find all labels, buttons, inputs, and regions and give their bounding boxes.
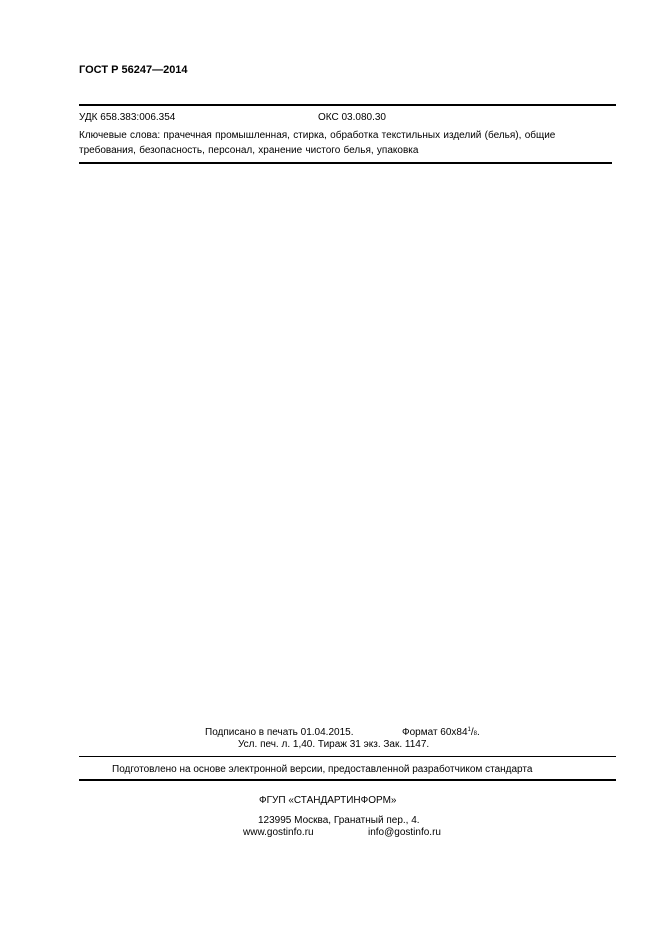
format-prefix: Формат 60х84 [402,727,468,738]
imprint-rule-bottom [79,779,616,781]
oks-code: ОКС 03.080.30 [318,112,386,123]
publisher-name: ФГУП «СТАНДАРТИНФОРМ» [259,795,397,806]
standard-code: ГОСТ Р 56247—2014 [79,64,188,76]
publisher-website[interactable]: www.gostinfo.ru [243,827,314,838]
print-sheets-info: Усл. печ. л. 1,40. Тираж 31 экз. Зак. 1147. [238,739,430,750]
publisher-address: 123995 Москва, Гранатный пер., 4. [258,815,420,826]
keywords-rule [79,162,612,164]
print-format [402,727,480,738]
keywords-line-1: Ключевые слова: прачечная промышленная, стирка, обработка текстильных изделий (белья), общие [79,130,556,141]
format-denominator: 8 [473,731,478,737]
udk-code: УДК 658.383:006.354 [79,112,176,123]
publisher-email[interactable]: info@gostinfo.ru [368,827,441,838]
prepared-note: Подготовлено на основе электронной версии, предоставленной разработчиком стандарта [112,764,533,775]
format-slash: / [470,727,474,738]
imprint-rule-top [79,756,616,757]
signed-date: Подписано в печать 01.04.2015. [205,727,354,738]
format-suffix: . [477,727,480,738]
format-numerator: 1 [467,727,471,733]
keywords-line-2: требования, безопасность, персонал, хранение чистого белья, упаковка [79,145,419,156]
top-rule [79,104,616,106]
